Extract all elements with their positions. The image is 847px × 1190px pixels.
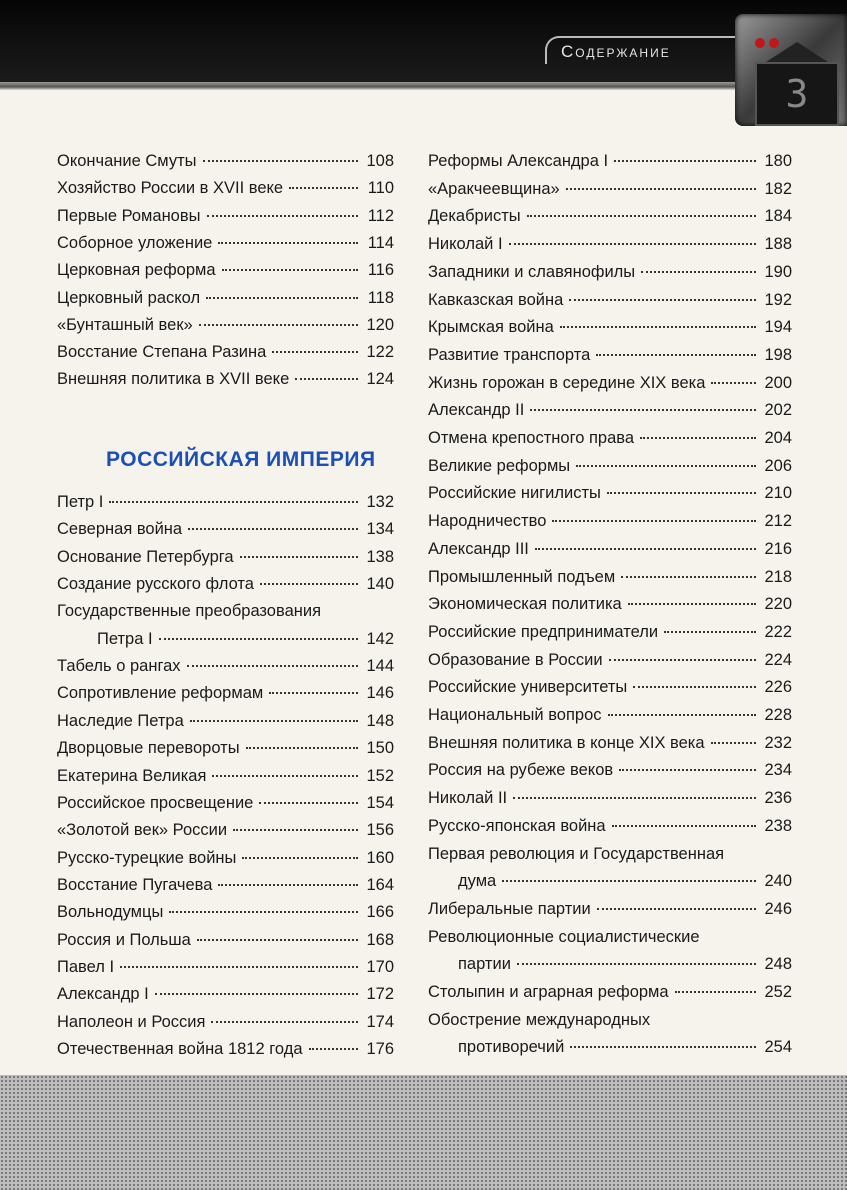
dot-leader bbox=[560, 326, 756, 328]
toc-entry[interactable] bbox=[57, 259, 394, 281]
toc-entry[interactable] bbox=[428, 538, 792, 560]
dot-leader bbox=[242, 857, 358, 859]
toc-entry[interactable] bbox=[428, 482, 792, 504]
dot-leader bbox=[711, 382, 756, 384]
toc-entry[interactable] bbox=[428, 289, 792, 311]
dot-leader bbox=[612, 825, 756, 827]
toc-entry-title: Экономическая политика bbox=[428, 595, 622, 614]
toc-entry-title: Екатерина Великая bbox=[57, 766, 207, 785]
toc-entry-title-line: Первая революция и Государственная bbox=[428, 844, 725, 863]
toc-entry[interactable] bbox=[57, 1038, 394, 1060]
header-divider bbox=[0, 82, 760, 90]
toc-page-number: 254 bbox=[764, 1038, 792, 1057]
toc-page-number: 190 bbox=[764, 262, 792, 281]
toc-entry[interactable] bbox=[57, 983, 394, 1005]
dot-leader bbox=[272, 351, 358, 353]
toc-page-number: 150 bbox=[366, 739, 394, 758]
toc-page-number: 168 bbox=[366, 930, 394, 949]
toc-page-number: 110 bbox=[367, 179, 394, 198]
toc-entry[interactable] bbox=[428, 981, 792, 1003]
toc-page-number: 108 bbox=[366, 152, 394, 170]
toc-entry-title-line: Обострение международных bbox=[428, 1010, 651, 1029]
toc-entry[interactable] bbox=[428, 261, 792, 283]
toc-entry-title: Декабристы bbox=[428, 207, 521, 226]
dot-leader bbox=[596, 354, 756, 356]
toc-page-number: 228 bbox=[764, 706, 792, 724]
toc-entry-title: Восстание Пугачева bbox=[57, 875, 213, 894]
dot-leader bbox=[295, 378, 358, 380]
toc-page-number: 140 bbox=[366, 575, 394, 594]
toc-page-number: 144 bbox=[366, 657, 394, 676]
dot-leader bbox=[614, 160, 756, 162]
toc-page-number: 142 bbox=[366, 629, 394, 648]
dot-leader bbox=[570, 1046, 756, 1048]
dot-leader bbox=[530, 409, 756, 411]
toc-entry-title: Российские нигилисты bbox=[428, 484, 601, 503]
toc-entry-title: Россия и Польша bbox=[57, 930, 191, 949]
toc-page-number: 176 bbox=[366, 1040, 394, 1058]
toc-entry[interactable] bbox=[428, 233, 792, 255]
toc-entry-title: Церковный раскол bbox=[57, 288, 201, 307]
toc-entry[interactable] bbox=[57, 150, 394, 172]
dot-leader bbox=[566, 188, 756, 190]
toc-page-number: 248 bbox=[764, 955, 792, 974]
toc-entry-title: Народничество bbox=[428, 512, 547, 531]
toc-entry-title: «Аракчеевщина» bbox=[428, 179, 560, 198]
chapter-number: 3 bbox=[785, 72, 809, 116]
toc-entry-title: Развитие транспорта bbox=[428, 345, 591, 364]
toc-page-number: 180 bbox=[764, 152, 792, 170]
dot-leader bbox=[212, 775, 358, 777]
toc-entry-title: Павел I bbox=[57, 957, 115, 976]
section-heading: РОССИЙСКАЯ ИМПЕРИЯ bbox=[106, 448, 376, 471]
dot-leader bbox=[517, 963, 756, 965]
toc-entry-title: Вольнодумцы bbox=[57, 903, 164, 922]
toc-entry-title: Национальный вопрос bbox=[428, 706, 602, 724]
toc-entry[interactable] bbox=[428, 621, 792, 643]
dot-leader bbox=[233, 829, 358, 831]
toc-entry-title: Основание Петербурга bbox=[57, 547, 234, 566]
toc-entry[interactable] bbox=[428, 150, 792, 172]
dot-leader bbox=[188, 528, 358, 530]
toc-page-number: 124 bbox=[366, 370, 394, 389]
toc-page-number: 218 bbox=[764, 567, 792, 586]
toc-page-number: 114 bbox=[367, 233, 394, 252]
section-title: Содержание bbox=[545, 36, 741, 64]
dot-leader bbox=[155, 993, 358, 995]
toc-entry[interactable] bbox=[57, 929, 394, 951]
toc-page-number: 152 bbox=[366, 766, 394, 785]
dot-leader bbox=[609, 659, 756, 661]
dot-leader bbox=[619, 769, 756, 771]
toc-entry-title: Хозяйство России в XVII веке bbox=[57, 179, 284, 198]
toc-entry-title: Жизнь горожан в середине XIX века bbox=[428, 373, 706, 392]
toc-entry-title: Либеральные партии bbox=[428, 899, 591, 918]
toc-entry[interactable] bbox=[57, 518, 394, 540]
toc-page-number: 182 bbox=[764, 179, 792, 198]
toc-entry-title: Александр II bbox=[428, 401, 525, 420]
toc-entry[interactable] bbox=[57, 682, 394, 704]
toc-entry-title: Соборное уложение bbox=[57, 233, 213, 252]
toc-entry-title: Промышленный подъем bbox=[428, 567, 616, 586]
toc-entry[interactable] bbox=[458, 953, 792, 975]
toc-page-number: 174 bbox=[366, 1012, 394, 1031]
toc-page-number: 172 bbox=[366, 985, 394, 1004]
toc-entry-title: Восстание Степана Разина bbox=[57, 343, 267, 362]
toc-entry[interactable] bbox=[428, 732, 792, 754]
toc-entry[interactable] bbox=[57, 710, 394, 732]
toc-page-number: 246 bbox=[764, 899, 792, 918]
dot-leader bbox=[597, 908, 756, 910]
toc-entry-title: Русско-турецкие войны bbox=[57, 848, 237, 867]
toc-entry[interactable] bbox=[57, 655, 394, 677]
dot-leader bbox=[675, 991, 756, 993]
toc-page-number: 212 bbox=[764, 512, 792, 531]
toc-entry-title-line: Революционные социалистические bbox=[428, 927, 700, 946]
toc-entry-title: Дворцовые перевороты bbox=[57, 739, 240, 758]
toc-entry[interactable] bbox=[97, 628, 394, 650]
toc-entry[interactable] bbox=[57, 287, 394, 309]
toc-entry-title: дума bbox=[458, 872, 497, 891]
toc-entry-title: Русско-японская война bbox=[428, 816, 606, 835]
toc-entry-title: Россия на рубеже веков bbox=[428, 761, 614, 780]
toc-entry[interactable] bbox=[428, 316, 792, 338]
toc-page-number: 120 bbox=[366, 315, 394, 334]
toc-entry[interactable] bbox=[428, 815, 792, 837]
toc-entry-title: Петра I bbox=[97, 629, 153, 648]
toc-entry[interactable] bbox=[428, 704, 792, 726]
dot-leader bbox=[640, 437, 756, 439]
toc-page-number: 188 bbox=[764, 235, 792, 254]
toc-page-number: 216 bbox=[764, 539, 792, 558]
toc-entry[interactable] bbox=[57, 901, 394, 923]
toc-page-number: 192 bbox=[764, 290, 792, 309]
dot-leader bbox=[207, 215, 359, 217]
toc-entry-title: «Бунташный век» bbox=[57, 315, 193, 334]
toc-entry[interactable] bbox=[57, 177, 394, 199]
dot-leader bbox=[240, 556, 358, 558]
toc-page-number: 198 bbox=[764, 345, 792, 364]
toc-entry[interactable] bbox=[57, 314, 394, 336]
toc-entry-title: Реформы Александра I bbox=[428, 152, 609, 170]
dot-leader bbox=[222, 269, 358, 271]
toc-entry[interactable] bbox=[428, 399, 792, 421]
toc-page-number: 112 bbox=[367, 206, 394, 225]
toc-page-number: 160 bbox=[366, 848, 394, 867]
toc-page-number: 170 bbox=[366, 957, 394, 976]
toc-page-number: 234 bbox=[764, 761, 792, 780]
dot-leader bbox=[309, 1048, 358, 1050]
dot-leader bbox=[159, 638, 358, 640]
toc-entry[interactable] bbox=[57, 205, 394, 227]
dot-leader bbox=[218, 884, 358, 886]
toc-entry-title: Создание русского флота bbox=[57, 575, 254, 594]
toc-entry[interactable] bbox=[428, 787, 792, 809]
chapter-screen bbox=[755, 62, 839, 126]
toc-page-number: 252 bbox=[764, 983, 792, 1001]
toc-page-number: 232 bbox=[764, 733, 792, 752]
toc-entry-title: Крымская война bbox=[428, 318, 554, 337]
toc-page-number: 202 bbox=[764, 401, 792, 420]
toc-entry[interactable] bbox=[57, 341, 394, 363]
toc-entry-title: Наполеон и Россия bbox=[57, 1012, 206, 1031]
toc-entry[interactable] bbox=[57, 546, 394, 568]
toc-entry-title: Столыпин и аграрная реформа bbox=[428, 983, 669, 1001]
toc-page-number: 194 bbox=[764, 318, 792, 337]
toc-entry-title: Петр I bbox=[57, 493, 104, 511]
toc-page-number: 222 bbox=[764, 622, 792, 641]
toc-page-number: 122 bbox=[366, 343, 394, 362]
dot-leader bbox=[187, 665, 358, 667]
toc-entry[interactable] bbox=[428, 205, 792, 227]
toc-page-number: 210 bbox=[764, 484, 792, 503]
toc-entry-title: Российские университеты bbox=[428, 678, 628, 697]
dot-leader bbox=[203, 160, 358, 162]
dot-leader bbox=[120, 966, 358, 968]
toc-entry-title: противоречий bbox=[458, 1038, 565, 1057]
toc-page-number: 154 bbox=[366, 793, 394, 812]
toc-entry[interactable] bbox=[428, 455, 792, 477]
dot-leader bbox=[641, 271, 756, 273]
toc-entry[interactable] bbox=[57, 232, 394, 254]
toc-page-number: 204 bbox=[764, 429, 792, 447]
toc-entry-title: партии bbox=[458, 955, 511, 974]
dot-leader bbox=[211, 1021, 358, 1023]
dot-leader bbox=[289, 187, 358, 189]
toc-entry[interactable] bbox=[428, 178, 792, 200]
toc-entry[interactable] bbox=[57, 1011, 394, 1033]
toc-entry-title: Наследие Петра bbox=[57, 711, 184, 730]
toc-entry-title: Западники и славянофилы bbox=[428, 262, 636, 281]
dot-leader bbox=[259, 802, 358, 804]
toc-entry-title-line: Государственные преобразования bbox=[57, 602, 322, 621]
toc-entry[interactable] bbox=[428, 759, 792, 781]
dot-leader bbox=[569, 299, 756, 301]
toc-page-number: 156 bbox=[366, 821, 394, 840]
toc-entry[interactable] bbox=[57, 737, 394, 759]
dot-leader bbox=[527, 215, 756, 217]
dot-leader bbox=[552, 520, 756, 522]
dot-leader bbox=[509, 243, 756, 245]
dot-leader bbox=[711, 742, 756, 744]
dot-leader bbox=[206, 297, 358, 299]
toc-entry[interactable] bbox=[57, 765, 394, 787]
toc-entry-title: Церковная реформа bbox=[57, 261, 216, 280]
toc-entry-title: Российские предприниматели bbox=[428, 622, 659, 641]
toc-entry[interactable] bbox=[57, 368, 394, 390]
triangle-icon bbox=[763, 42, 831, 64]
toc-entry[interactable] bbox=[428, 510, 792, 532]
toc-entry-title: Внешняя политика в конце XIX века bbox=[428, 733, 705, 752]
toc-page-number: 238 bbox=[764, 816, 792, 835]
toc-page-number: 240 bbox=[764, 872, 792, 891]
toc-entry-title: Сопротивление реформам bbox=[57, 684, 264, 703]
toc-entry[interactable] bbox=[57, 491, 394, 513]
toc-page-number: 146 bbox=[366, 684, 394, 703]
toc-page-number: 236 bbox=[764, 789, 792, 808]
toc-entry-title: Великие реформы bbox=[428, 456, 571, 475]
toc-entry[interactable] bbox=[57, 792, 394, 814]
toc-entry-title: Николай II bbox=[428, 789, 508, 808]
toc-page-number: 164 bbox=[366, 875, 394, 894]
toc-entry[interactable] bbox=[57, 847, 394, 869]
toc-page-number: 206 bbox=[764, 456, 792, 475]
dot-leader bbox=[269, 692, 358, 694]
toc-entry-title: «Золотой век» России bbox=[57, 821, 228, 840]
dot-leader bbox=[607, 492, 756, 494]
dot-leader bbox=[608, 714, 756, 716]
halftone-footer bbox=[0, 1075, 847, 1190]
dot-leader bbox=[664, 631, 756, 633]
toc-entry[interactable] bbox=[57, 874, 394, 896]
toc-page-number: 138 bbox=[366, 547, 394, 566]
toc-entry-title: Александр III bbox=[428, 539, 529, 558]
toc-entry-title: Северная война bbox=[57, 520, 183, 539]
toc-entry-title: Отмена крепостного права bbox=[428, 429, 635, 447]
toc-entry[interactable] bbox=[57, 573, 394, 595]
toc-entry-title: Александр I bbox=[57, 985, 149, 1004]
toc-page-number: 118 bbox=[367, 288, 394, 307]
toc-entry[interactable] bbox=[428, 898, 792, 920]
toc-entry[interactable] bbox=[57, 956, 394, 978]
toc-entry-title: Отечественная война 1812 года bbox=[57, 1040, 303, 1058]
toc-page-number: 134 bbox=[366, 520, 394, 539]
toc-page-number: 166 bbox=[366, 903, 394, 922]
dot-leader bbox=[199, 324, 358, 326]
toc-entry[interactable] bbox=[428, 649, 792, 671]
toc-page-number: 132 bbox=[366, 493, 394, 511]
toc-entry-title: Табель о рангах bbox=[57, 657, 181, 676]
toc-page-number: 224 bbox=[764, 650, 792, 669]
toc-entry[interactable] bbox=[428, 372, 792, 394]
dot-leader bbox=[621, 576, 756, 578]
toc-page-number: 184 bbox=[764, 207, 792, 226]
toc-entry-title: Первые Романовы bbox=[57, 206, 201, 225]
dot-leader bbox=[502, 880, 756, 882]
toc-entry-title: Кавказская война bbox=[428, 290, 564, 309]
dot-leader bbox=[513, 797, 756, 799]
toc-page-number: 220 bbox=[764, 595, 792, 614]
toc-entry[interactable] bbox=[458, 1036, 792, 1058]
dot-leader bbox=[246, 747, 358, 749]
dot-leader bbox=[576, 465, 756, 467]
toc-entry[interactable] bbox=[428, 676, 792, 698]
toc-page-number: 226 bbox=[764, 678, 792, 697]
dot-leader bbox=[260, 583, 358, 585]
dot-leader bbox=[633, 686, 756, 688]
toc-page-number: 148 bbox=[366, 711, 394, 730]
chapter-badge bbox=[735, 14, 847, 126]
toc-entry[interactable] bbox=[57, 819, 394, 841]
toc-entry-title: Окончание Смуты bbox=[57, 152, 197, 170]
toc-entry-title: Российское просвещение bbox=[57, 793, 254, 812]
toc-entry[interactable] bbox=[458, 870, 792, 892]
dot-leader bbox=[109, 501, 358, 503]
dot-leader bbox=[218, 242, 358, 244]
toc-page-number: 116 bbox=[367, 261, 394, 280]
dot-leader bbox=[535, 548, 756, 550]
toc-entry-title: Николай I bbox=[428, 235, 503, 254]
toc-entry-title: Образование в России bbox=[428, 650, 603, 669]
toc-entry-title: Внешняя политика в XVII веке bbox=[57, 370, 290, 389]
toc-page-number: 200 bbox=[764, 373, 792, 392]
toc-entry[interactable] bbox=[428, 566, 792, 588]
toc-entry[interactable] bbox=[428, 344, 792, 366]
toc-entry[interactable] bbox=[428, 593, 792, 615]
dot-leader bbox=[190, 720, 358, 722]
toc-entry[interactable] bbox=[428, 427, 792, 449]
dot-leader bbox=[169, 911, 358, 913]
dot-leader bbox=[628, 603, 756, 605]
dot-leader bbox=[197, 939, 358, 941]
